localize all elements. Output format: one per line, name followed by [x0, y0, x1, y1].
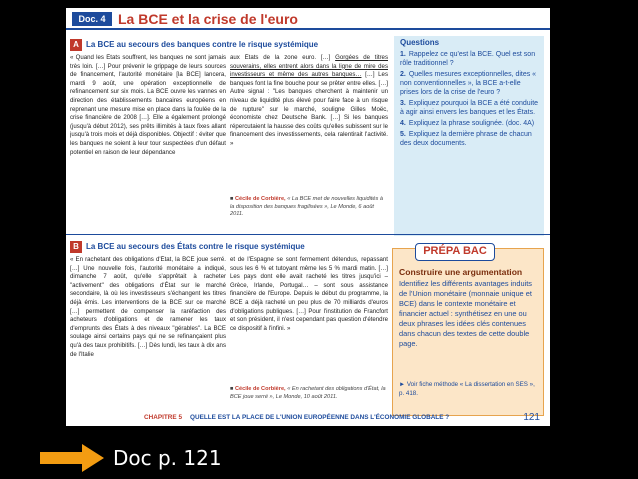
doc-title: La BCE et la crise de l'euro: [118, 11, 298, 27]
section-a-source: ■ Cécile de Corbière, « La BCE met de nouvelles liquidités à la disposition des banques fragilisées », Le Monde, 6 août 2011.: [230, 196, 383, 218]
section-b-col2: et de l'Espagne se sont fermement détendus, repassant sous les 6 % et tutoyant même les 5 % mardi matin. […] Les pays dont elle avait racheté les titres jusqu'ici – Grèce, Irlande, Portugal… – sont sous assistance financière de l'Europe. Depuis le début du programme, la BCE a déjà racheté un peu plus de 70 milliards d'euros d'obligations publiques. […] Pour l'institution de Francfort et son président, il n'est cependant pas question d'étendre ce dispositif à l'infini. »: [230, 256, 388, 332]
question-item: [400, 50, 540, 68]
page-footer: [66, 412, 550, 426]
question-item: [400, 70, 540, 97]
prepa-bac-box: [392, 245, 544, 416]
question-number: 4.: [400, 120, 406, 127]
section-a-heading: [70, 38, 390, 52]
chapter-label: CHAPITRE 5: [144, 414, 182, 421]
question-number: 3.: [400, 100, 406, 107]
doc-tag: Doc. 4: [72, 12, 112, 26]
section-divider: [66, 234, 550, 235]
textbook-page: [66, 8, 550, 426]
prepa-bac-tab: PRÉPA BAC: [415, 243, 495, 261]
question-text: Expliquez la dernière phrase de chacun des deux documents.: [400, 131, 532, 147]
doc-header: [66, 8, 550, 30]
section-b-title: La BCE au secours des États contre le risque systémique: [86, 242, 305, 251]
section-a-source-author: Cécile de Corbière,: [234, 196, 286, 202]
question-text: Quelles mesures exceptionnelles, dites « non conventionnelles », la BCE a-t-elle prises lors de la crise de l'euro ?: [400, 71, 537, 96]
arrow-shape: [40, 444, 104, 472]
questions-title: Questions: [400, 38, 440, 47]
method-sheet-link[interactable]: ► Voir fiche méthode « La dissertation en SES », p. 418.: [399, 381, 535, 397]
question-text: Rappelez ce qu'est la BCE. Quel est son rôle traditionnel ?: [400, 51, 536, 67]
chapter-title: QUELLE EST LA PLACE DE L'UNION EUROPÉENNE DANS L'ÉCONOMIE GLOBALE ?: [190, 414, 450, 421]
section-a-col2: [230, 54, 388, 188]
page-number: 121: [523, 412, 540, 423]
underlined-sentence: Gorgées de titres souverains, elles entrent alors dans la ligne de mire des investisseurs et même des autres banques…: [230, 54, 388, 79]
prepa-body: Identifiez les différents avantages induits de l'Union monétaire (monnaie unique et BCE) dans le contexte monétaire et financier actuel : synthétisez en une ou deux phrases les idées clés contenues dans chacun des textes de cette double page.: [399, 279, 532, 348]
question-item: [400, 119, 540, 128]
section-a-col2-pre: aux États de la zone euro. […]: [230, 54, 336, 61]
question-number: 1.: [400, 51, 406, 58]
section-b-source-author: Cécile de Corbière,: [234, 386, 286, 392]
question-number: 5.: [400, 131, 406, 138]
question-item: [400, 130, 540, 148]
section-b-heading: [70, 240, 390, 254]
question-item: [400, 99, 540, 117]
section-a-source-rest: « La BCE met de nouvelles liquidités à la disposition des banques fragilisées », Le Monde, 6 août 2011.: [230, 196, 383, 218]
section-b-letter: B: [70, 241, 82, 253]
slide-caption: Doc p. 121: [113, 446, 222, 470]
question-text: Expliquez pourquoi la BCE a été conduite à agir ainsi envers les banques et les États.: [400, 100, 539, 116]
section-a-title: La BCE au secours des banques contre le risque systémique: [86, 40, 319, 49]
section-b-source-rest: « En rachetant des obligations d'État, la BCE joue serré », Le Monde, 10 août 2011.: [230, 386, 386, 400]
section-a-col2-post: […] Les banques font la fine bouche pour se prêter entre elles. […] Autre signal : "Les banques cherchent à maintenir un niveau de liquidité plus élevé pour faire face à un risque de rupture" sur le marché, souligne Gilles Moëc, économiste chez Deutsche Bank. […] Si les banques répercutaient la hausse des coûts qu'elles subissent sur le financement des investissements, cela ralentirait l'activité. »: [230, 71, 388, 147]
prepa-heading: Construire une argumentation: [399, 267, 523, 277]
questions-list: [400, 50, 540, 150]
question-text: Expliquez la phrase soulignée. (doc. 4A): [408, 120, 535, 127]
section-b-col1: « En rachetant des obligations d'État, la BCE joue serré. […] Une nouvelle fois, l'autorité monétaire a indiqué, dimanche 7 août, qu'elle s'apprêtait à racheter "activement" des obligations d'État sur le marché secondaire, là où les investisseurs s'échangent les titres déjà émis. Les interventions de la BCE sur ce marché […] permettent de compenser la raréfaction des acheteurs d'obligations et de ramener les taux d'emprunts des États à des niveaux "gérables". La BCE soulage ainsi certains pays qui ne se refinançaient plus qu'à des taux prohibitifs. […] Dès lundi, les taux à dix ans de l'Italie: [70, 256, 226, 358]
section-b-source: ■ Cécile de Corbière, « En rachetant des obligations d'État, la BCE joue serré », Le Monde, 10 août 2011.: [230, 386, 386, 400]
arrow-right-icon: [40, 442, 106, 474]
section-a-col1: « Quand les États souffrent, les banques ne sont jamais très loin. […] Pour prévenir le grippage de leurs sources de financement, l'autorité monétaire [la BCE] lancera, mardi 9 août, une opération exceptionnelle de refinancement sur six mois. La BCE ouvre les vannes en direction des établissements bancaires européens en reprenant une mesure mise en place dans la foulée de la crise financière de 2008 […]. Elle a également prolongé (jusqu'à début 2012), ses prêts illimités à taux fixes allant jusqu'à trois mois et déjà disponibles. Objectif : éviter que les banques ne soient à leur tour suspectées d'un défaut potentiel en raison de leur dépendance: [70, 54, 226, 156]
questions-panel: [394, 36, 544, 236]
section-a-letter: A: [70, 39, 82, 51]
question-number: 2.: [400, 71, 406, 78]
